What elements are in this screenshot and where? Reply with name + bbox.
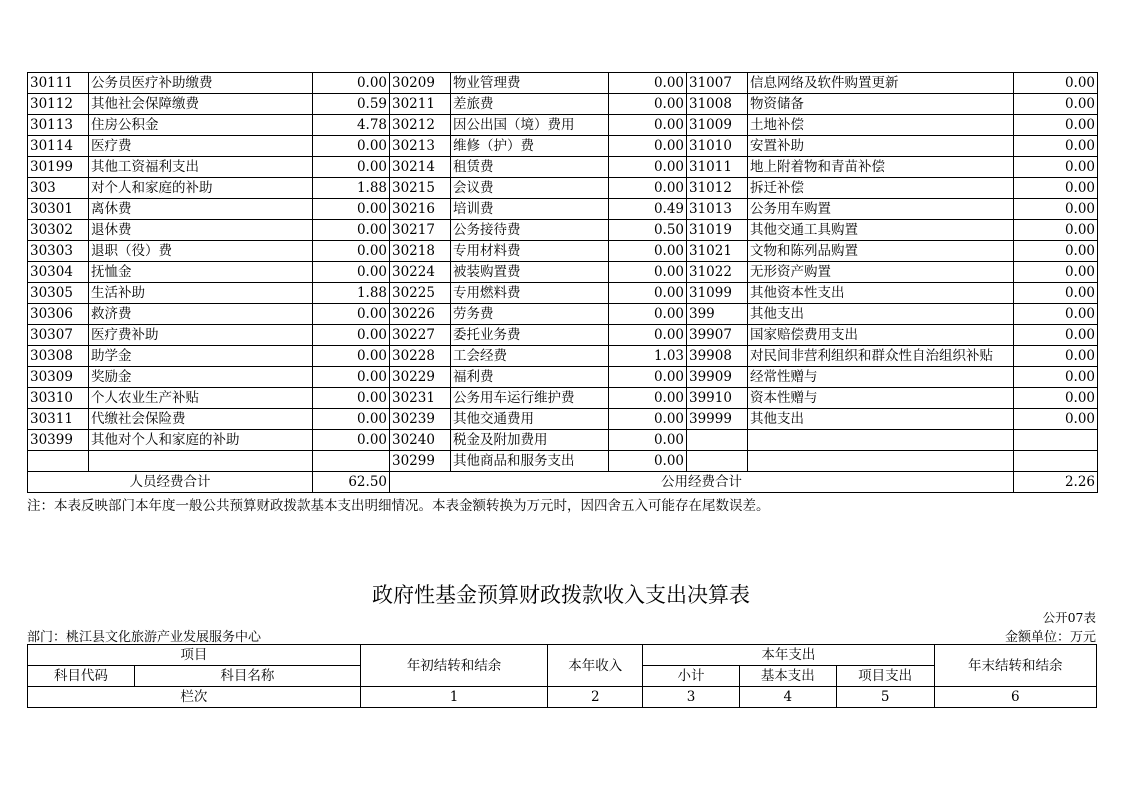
table-row [28, 325, 1098, 346]
amount-cell: 0.00 [609, 94, 687, 115]
header-closing: 年末结转和结余 [934, 645, 1096, 687]
code-cell: 30303 [28, 241, 89, 262]
code-cell: 30212 [390, 115, 451, 136]
code-cell: 30228 [390, 346, 451, 367]
table-row [28, 115, 1098, 136]
name-cell: 助学金 [89, 346, 313, 367]
name-cell: 培训费 [451, 199, 609, 220]
header-project: 项目支出 [836, 666, 934, 687]
name-cell: 安置补助 [748, 136, 1014, 157]
table-row [28, 157, 1098, 178]
personnel-total-value: 62.50 [313, 472, 390, 493]
header-code: 科目代码 [28, 666, 135, 687]
table-row [28, 388, 1098, 409]
name-cell: 个人农业生产补贴 [89, 388, 313, 409]
name-cell: 其他社会保障缴费 [89, 94, 313, 115]
name-cell: 税金及附加费用 [451, 430, 609, 451]
name-cell: 其他资本性支出 [748, 283, 1014, 304]
col-number: 4 [739, 687, 836, 708]
name-cell: 对民间非营利组织和群众性自治组织补贴 [748, 346, 1014, 367]
name-cell: 土地补偿 [748, 115, 1014, 136]
code-cell: 30209 [390, 73, 451, 94]
code-cell: 30306 [28, 304, 89, 325]
table-row [28, 136, 1098, 157]
name-cell: 差旅费 [451, 94, 609, 115]
name-cell: 其他交通工具购置 [748, 220, 1014, 241]
code-cell: 30215 [390, 178, 451, 199]
code-cell: 31022 [687, 262, 748, 283]
name-cell: 国家赔偿费用支出 [748, 325, 1014, 346]
amount-unit: 金额单位：万元 [1004, 630, 1096, 645]
amount-cell: 0.00 [1014, 94, 1098, 115]
name-cell: 专用燃料费 [451, 283, 609, 304]
code-cell: 31012 [687, 178, 748, 199]
code-cell [687, 451, 748, 472]
table-row [28, 220, 1098, 241]
column-number-row [28, 687, 1097, 708]
code-cell: 30229 [390, 367, 451, 388]
name-cell: 对个人和家庭的补助 [89, 178, 313, 199]
code-cell [687, 430, 748, 451]
amount-cell: 0.00 [609, 262, 687, 283]
name-cell: 抚恤金 [89, 262, 313, 283]
amount-cell: 0.00 [313, 136, 390, 157]
code-cell: 31019 [687, 220, 748, 241]
table-row [28, 178, 1098, 199]
amount-cell: 0.00 [1014, 283, 1098, 304]
name-cell: 离休费 [89, 199, 313, 220]
totals-row [28, 472, 1098, 493]
amount-cell: 0.00 [609, 73, 687, 94]
name-cell: 公务用车运行维护费 [451, 388, 609, 409]
code-cell: 30211 [390, 94, 451, 115]
col-number: 6 [934, 687, 1096, 708]
code-cell: 30113 [28, 115, 89, 136]
name-cell: 代缴社会保险费 [89, 409, 313, 430]
amount-cell: 0.00 [1014, 73, 1098, 94]
name-cell: 医疗费补助 [89, 325, 313, 346]
name-cell: 维修（护）费 [451, 136, 609, 157]
name-cell: 住房公积金 [89, 115, 313, 136]
code-cell: 39907 [687, 325, 748, 346]
code-cell: 30308 [28, 346, 89, 367]
amount-cell: 0.00 [609, 325, 687, 346]
table-note: 注：本表反映部门本年度一般公共预算财政拨款基本支出明细情况。本表金额转换为万元时，因四舍五入可能存在尾数误差。 [27, 498, 770, 514]
name-cell: 其他支出 [748, 304, 1014, 325]
name-cell: 经常性赠与 [748, 367, 1014, 388]
name-cell: 信息网络及软件购置更新 [748, 73, 1014, 94]
amount-cell: 0.00 [1014, 304, 1098, 325]
name-cell: 资本性赠与 [748, 388, 1014, 409]
name-cell: 租赁费 [451, 157, 609, 178]
table-row [28, 451, 1098, 472]
col-number: 5 [836, 687, 934, 708]
code-cell [28, 451, 89, 472]
amount-cell: 0.00 [313, 241, 390, 262]
name-cell: 公务员医疗补助缴费 [89, 73, 313, 94]
name-cell: 公务接待费 [451, 220, 609, 241]
table-row [28, 262, 1098, 283]
code-cell: 30227 [390, 325, 451, 346]
name-cell: 退休费 [89, 220, 313, 241]
code-cell: 31008 [687, 94, 748, 115]
name-cell: 其他工资福利支出 [89, 157, 313, 178]
personnel-total-label: 人员经费合计 [28, 472, 313, 493]
amount-cell: 0.00 [1014, 325, 1098, 346]
code-cell: 31021 [687, 241, 748, 262]
amount-cell: 0.00 [609, 178, 687, 199]
amount-cell: 0.00 [609, 304, 687, 325]
header-item: 项目 [28, 645, 361, 666]
amount-cell: 0.00 [1014, 367, 1098, 388]
amount-cell: 0.00 [313, 199, 390, 220]
name-cell: 会议费 [451, 178, 609, 199]
code-cell: 30224 [390, 262, 451, 283]
amount-cell: 0.00 [313, 157, 390, 178]
name-cell: 医疗费 [89, 136, 313, 157]
amount-cell: 0.00 [313, 430, 390, 451]
name-cell: 工会经费 [451, 346, 609, 367]
amount-cell: 4.78 [313, 115, 390, 136]
name-cell: 被装购置费 [451, 262, 609, 283]
code-cell: 31011 [687, 157, 748, 178]
col-number: 2 [548, 687, 643, 708]
name-cell: 物业管理费 [451, 73, 609, 94]
amount-cell: 0.00 [313, 367, 390, 388]
amount-cell: 0.00 [1014, 157, 1098, 178]
department-label: 部门：桃江县文化旅游产业发展服务中心 [27, 630, 262, 645]
amount-cell: 1.88 [313, 178, 390, 199]
name-cell: 其他交通费用 [451, 409, 609, 430]
name-cell: 劳务费 [451, 304, 609, 325]
header-subtotal: 小计 [643, 666, 740, 687]
table-row [28, 304, 1098, 325]
amount-cell: 0.00 [609, 115, 687, 136]
table-row [28, 430, 1098, 451]
amount-cell: 0.00 [313, 388, 390, 409]
amount-cell: 0.00 [609, 409, 687, 430]
code-cell: 30239 [390, 409, 451, 430]
fund-table-title: 政府性基金预算财政拨款收入支出决算表 [372, 583, 750, 607]
header-row-1 [28, 645, 1097, 666]
name-cell [748, 430, 1014, 451]
name-cell [748, 451, 1014, 472]
code-cell: 30225 [390, 283, 451, 304]
amount-cell [313, 451, 390, 472]
table-row [28, 283, 1098, 304]
code-cell: 30213 [390, 136, 451, 157]
table-row [28, 409, 1098, 430]
code-cell: 30310 [28, 388, 89, 409]
code-cell: 31009 [687, 115, 748, 136]
col-number: 1 [360, 687, 548, 708]
name-cell: 专用材料费 [451, 241, 609, 262]
amount-cell: 0.00 [609, 388, 687, 409]
basic-expense-detail-table [27, 72, 1098, 493]
code-cell: 31010 [687, 136, 748, 157]
code-cell: 303 [28, 178, 89, 199]
code-cell: 30214 [390, 157, 451, 178]
amount-cell: 0.00 [313, 262, 390, 283]
amount-cell: 0.00 [1014, 136, 1098, 157]
amount-cell [1014, 430, 1098, 451]
code-cell: 30399 [28, 430, 89, 451]
name-cell: 文物和陈列品购置 [748, 241, 1014, 262]
name-cell: 地上附着物和青苗补偿 [748, 157, 1014, 178]
table-row [28, 73, 1098, 94]
code-cell: 30216 [390, 199, 451, 220]
code-cell: 31013 [687, 199, 748, 220]
col-number: 3 [643, 687, 740, 708]
amount-cell: 0.00 [313, 325, 390, 346]
amount-cell: 0.00 [1014, 199, 1098, 220]
amount-cell: 0.00 [1014, 262, 1098, 283]
name-cell: 生活补助 [89, 283, 313, 304]
amount-cell: 0.00 [1014, 178, 1098, 199]
amount-cell: 0.00 [1014, 346, 1098, 367]
code-cell: 30218 [390, 241, 451, 262]
name-cell: 其他对个人和家庭的补助 [89, 430, 313, 451]
name-cell: 委托业务费 [451, 325, 609, 346]
table-row [28, 199, 1098, 220]
government-fund-table [27, 644, 1097, 708]
code-cell: 31007 [687, 73, 748, 94]
public-total-label: 公用经费合计 [390, 472, 1014, 493]
table-row [28, 241, 1098, 262]
amount-cell: 0.00 [313, 409, 390, 430]
code-cell: 39910 [687, 388, 748, 409]
name-cell: 其他支出 [748, 409, 1014, 430]
header-expense: 本年支出 [643, 645, 934, 666]
code-cell: 399 [687, 304, 748, 325]
amount-cell: 0.00 [609, 157, 687, 178]
code-cell: 30299 [390, 451, 451, 472]
code-cell: 30305 [28, 283, 89, 304]
code-cell: 39909 [687, 367, 748, 388]
amount-cell: 0.00 [609, 136, 687, 157]
code-cell: 30199 [28, 157, 89, 178]
code-cell: 30226 [390, 304, 451, 325]
name-cell: 因公出国（境）费用 [451, 115, 609, 136]
code-cell: 30217 [390, 220, 451, 241]
name-cell: 救济费 [89, 304, 313, 325]
code-cell: 30301 [28, 199, 89, 220]
header-opening: 年初结转和结余 [360, 645, 548, 687]
amount-cell: 0.59 [313, 94, 390, 115]
name-cell: 物资储备 [748, 94, 1014, 115]
name-cell: 退职（役）费 [89, 241, 313, 262]
amount-cell: 0.00 [609, 241, 687, 262]
column-row-label: 栏次 [28, 687, 361, 708]
code-cell: 30114 [28, 136, 89, 157]
amount-cell: 1.03 [609, 346, 687, 367]
name-cell: 福利费 [451, 367, 609, 388]
name-cell [89, 451, 313, 472]
code-cell: 30111 [28, 73, 89, 94]
table-row [28, 346, 1098, 367]
amount-cell: 0.00 [313, 304, 390, 325]
amount-cell: 1.88 [313, 283, 390, 304]
amount-cell: 0.00 [609, 430, 687, 451]
code-cell: 39999 [687, 409, 748, 430]
code-cell: 31099 [687, 283, 748, 304]
amount-cell: 0.00 [1014, 241, 1098, 262]
code-cell: 30302 [28, 220, 89, 241]
code-cell: 30112 [28, 94, 89, 115]
form-number: 公开07表 [1042, 610, 1096, 625]
amount-cell: 0.50 [609, 220, 687, 241]
code-cell: 30240 [390, 430, 451, 451]
amount-cell: 0.00 [609, 451, 687, 472]
code-cell: 30304 [28, 262, 89, 283]
header-income: 本年收入 [548, 645, 643, 687]
amount-cell [1014, 451, 1098, 472]
name-cell: 其他商品和服务支出 [451, 451, 609, 472]
code-cell: 30307 [28, 325, 89, 346]
code-cell: 30231 [390, 388, 451, 409]
code-cell: 39908 [687, 346, 748, 367]
header-basic: 基本支出 [739, 666, 836, 687]
name-cell: 公务用车购置 [748, 199, 1014, 220]
header-name: 科目名称 [134, 666, 360, 687]
amount-cell: 0.00 [609, 367, 687, 388]
amount-cell: 0.00 [1014, 115, 1098, 136]
amount-cell: 0.00 [313, 220, 390, 241]
amount-cell: 0.00 [1014, 388, 1098, 409]
table-row [28, 94, 1098, 115]
detail-table-body [28, 73, 1098, 472]
amount-cell: 0.00 [1014, 220, 1098, 241]
amount-cell: 0.00 [1014, 409, 1098, 430]
name-cell: 无形资产购置 [748, 262, 1014, 283]
amount-cell: 0.49 [609, 199, 687, 220]
name-cell: 奖励金 [89, 367, 313, 388]
table-row [28, 367, 1098, 388]
public-total-value: 2.26 [1014, 472, 1098, 493]
amount-cell: 0.00 [313, 73, 390, 94]
code-cell: 30311 [28, 409, 89, 430]
amount-cell: 0.00 [313, 346, 390, 367]
name-cell: 拆迁补偿 [748, 178, 1014, 199]
amount-cell: 0.00 [609, 283, 687, 304]
code-cell: 30309 [28, 367, 89, 388]
